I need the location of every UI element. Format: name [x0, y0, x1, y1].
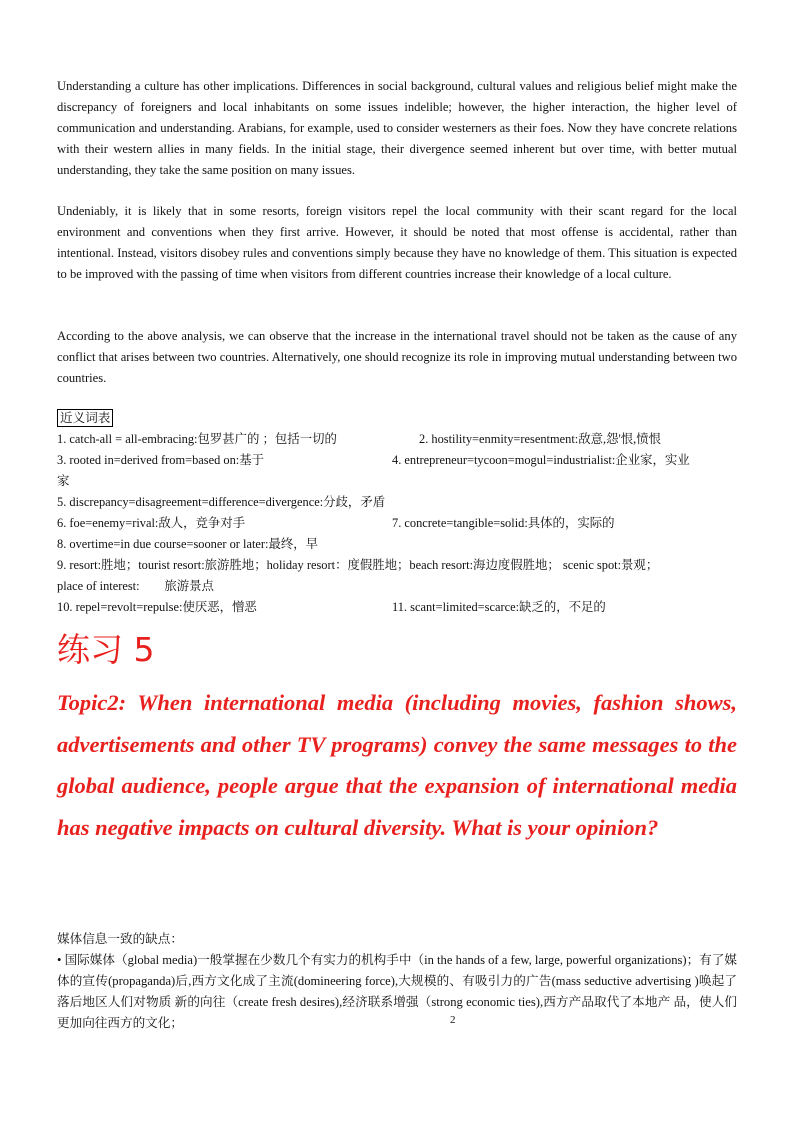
vocab-line: [57, 471, 737, 492]
vocab-left: 1. catch-all = all-embracing:包罗甚广的 ；包括一切的: [57, 432, 337, 446]
vocab-line: [57, 534, 737, 555]
vocab-right: 2. hostility=enmity=resentment:敌意,怨'恨,愤恨: [419, 432, 661, 446]
paragraph-2: Undeniably, it is likely that in some resorts, foreign visitors repel the local community with their scant regard for the local environment and conventions when they first arrive. However, it should be noted that most offense is accidental, rather than intentional. Instead, visitors disobey rules and conventions simply because they have no knowledge of them. This situation is expected to be improved with the passing of time when visitors from different countries increase their knowledge of a local culture.: [57, 204, 737, 281]
vocab-left: place of interest: 旅游景点: [57, 579, 214, 593]
vocab-left: 5. discrepancy=disagreement=difference=divergence:分歧，矛盾: [57, 495, 386, 509]
vocab-line: [57, 429, 737, 450]
vocab-left: 家: [57, 474, 70, 488]
vocab-right: 4. entrepreneur=tycoon=mogul=industrialist:企业家，实业: [392, 453, 690, 467]
vocab-right: 7. concrete=tangible=solid:具体的，实际的: [392, 516, 615, 530]
vocab-line: [57, 513, 737, 534]
bullet-paragraph: • 国际媒体（global media)一般掌握在少数几个有实力的机构手中（in the hands of a few, large, powerful organizations)；有了媒体的宣传(propaganda)后,西方文化成了主流(domineering force),大规模的、有吸引力的广告(mass seductive advertising )唤起了落后地区人们对物质 新的向往（create fresh desires),经济联系增强（strong economic ties),西方产品取代了本地产 品，使人们更加向往西方的文化；: [57, 953, 737, 1030]
vocab-line: [57, 576, 737, 597]
vocab-left: 3. rooted in=derived from=based on:基于: [57, 453, 265, 467]
vocab-left: 10. repel=revolt=repulse:使厌恶，憎恶: [57, 600, 257, 614]
exercise-heading: 练习 5: [57, 630, 155, 669]
paragraph-3: According to the above analysis, we can observe that the increase in the international travel should not be taken as the cause of any conflict that arises between two countries. Alternatively, one should recognize its role in improving mutual understanding between two countries.: [57, 329, 737, 385]
vocab-line: [57, 492, 737, 513]
page-number: 2: [450, 1014, 456, 1026]
vocab-right: 11. scant=limited=scarce:缺乏的，不足的: [392, 600, 606, 614]
topic-prompt: Topic2: When international media (including movies, fashion shows, advertisements and other TV programs) convey the same messages to the global audience, people argue that the expansion of international media has negative impacts on cultural diversity. What is your opinion?: [57, 690, 737, 840]
vocab-left: 8. overtime=in due course=sooner or later:最终，早: [57, 537, 319, 551]
vocab-line: [57, 450, 737, 471]
vocab-left: 6. foe=enemy=rival:敌人，竞争对手: [57, 516, 246, 530]
vocab-line: [57, 555, 737, 576]
vocab-line: [57, 597, 737, 618]
vocab-title: 近义词表: [57, 409, 113, 427]
vocab-left: 9. resort:胜地；tourist resort:旅游胜地；holiday resort：度假胜地；beach resort:海边度假胜地； scenic spot:景观；: [57, 558, 659, 572]
disadvantages-label: 媒体信息一致的缺点：: [57, 932, 183, 946]
paragraph-1: Understanding a culture has other implications. Differences in social background, cultural values and religious belief might make the discrepancy of foreigners and local inhabitants on some issues indelible; however, the higher interaction, the higher level of communication and understanding. Arabians, for example, used to consider westerners as their foes. Now they have concrete relations with their western allies in many fields. In the initial stage, their divergence seemed inherent but over time, with better mutual understanding, they take the same position on many issues.: [57, 79, 737, 177]
